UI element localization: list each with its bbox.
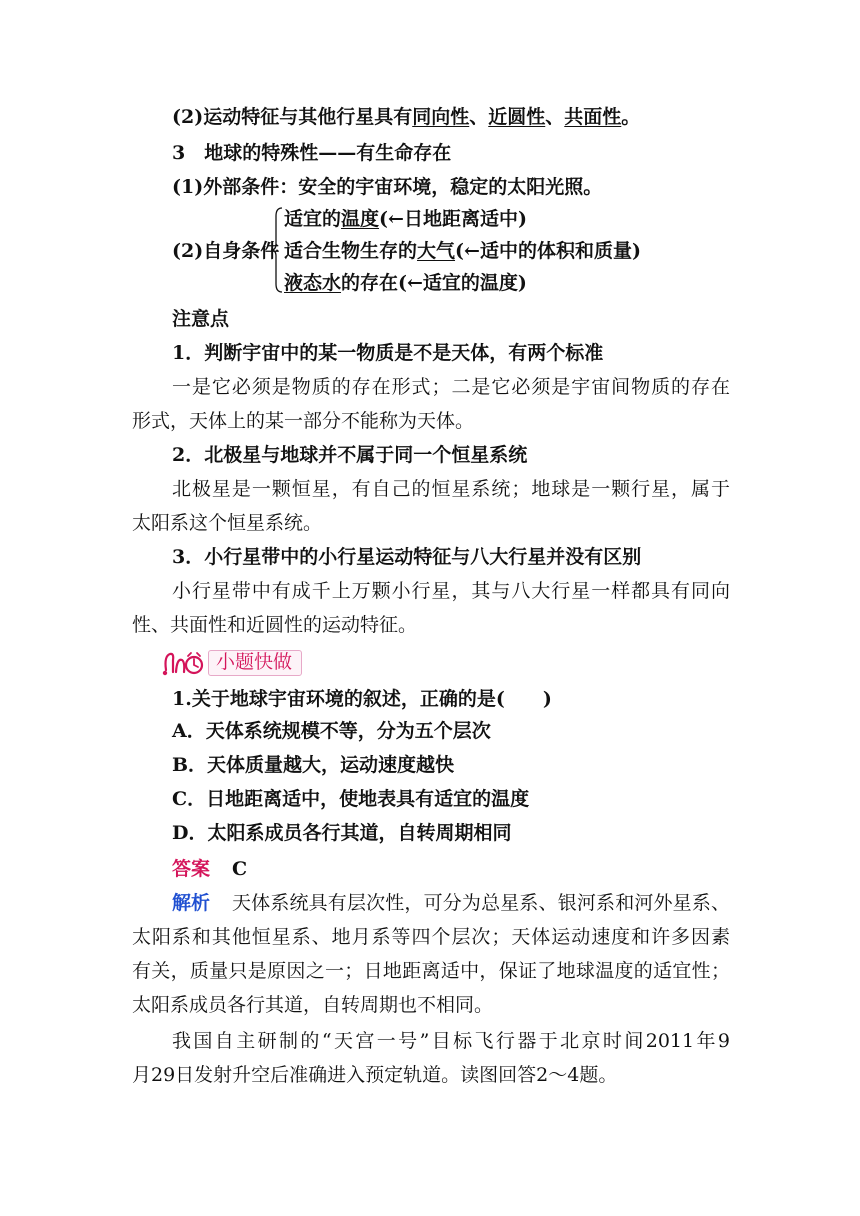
quiz-badge xyxy=(160,648,302,678)
badge-label: 小题快做 xyxy=(216,651,293,673)
analysis-line-2: 太阳系和其他恒星系、地月系等四个层次；天体运动速度和许多因素 xyxy=(132,926,730,948)
internal-item-water: 液态水的存在(←适宜的温度) xyxy=(284,272,527,294)
note-2-body: 北极星是一颗恒星，有自己的恒星系统；地球是一颗行星，属于 xyxy=(172,478,730,500)
external-conditions: (1)外部条件：安全的宇宙环境，稳定的太阳光照。 xyxy=(172,176,603,198)
note-2-heading: 2．北极星与地球并不属于同一个恒星系统 xyxy=(172,444,528,466)
analysis-label: 解析 xyxy=(172,892,211,914)
analysis-line-1: 天体系统具有层次性，可分为总星系、银河系和河外星系、 xyxy=(232,892,730,914)
note-1-heading: 1．判断宇宙中的某一物质是不是天体，有两个标准 xyxy=(172,342,604,364)
brace-icon xyxy=(270,206,284,294)
intro-line-2: 月29日发射升空后准确进入预定轨道。读图回答2～4题。 xyxy=(132,1064,618,1086)
note-3-body: 小行星带中有成千上万颗小行星，其与八大行星一样都具有同向 xyxy=(172,580,730,602)
answer-label: 答案 xyxy=(172,858,211,880)
note-2-body-cont: 太阳系这个恒星系统。 xyxy=(132,512,323,534)
motion-line: (2)运动特征与其他行星具有同向性、近圆性、共面性。 xyxy=(172,106,641,128)
option-d: D．太阳系成员各行其道，自转周期相同 xyxy=(172,822,512,844)
logo-mark-icon xyxy=(160,648,208,678)
note-3-heading: 3．小行星带中的小行星运动特征与八大行星并没有区别 xyxy=(172,546,642,568)
notes-title: 注意点 xyxy=(172,308,230,330)
option-c: C．日地距离适中，使地表具有适宜的温度 xyxy=(172,788,530,810)
internal-item-atmosphere: 适合生物生存的大气(←适中的体积和质量) xyxy=(284,240,641,262)
note-3-body-cont: 性、共面性和近圆性的运动特征。 xyxy=(132,614,418,636)
option-b: B．天体质量越大，运动速度越快 xyxy=(172,754,455,776)
internal-item-temperature: 适宜的温度(←日地距离适中) xyxy=(284,208,527,230)
analysis-line-3: 有关，质量只是原因之一；日地距离适中，保证了地球温度的适宜性； xyxy=(132,960,730,982)
option-a: A．天体系统规模不等，分为五个层次 xyxy=(172,720,491,742)
note-1-body-cont: 形式，天体上的某一部分不能称为天体。 xyxy=(132,410,475,432)
internal-label: (2)自身条件 xyxy=(172,240,280,262)
answer-value: C xyxy=(232,858,248,880)
analysis-line-4: 太阳系成员各行其道，自转周期也不相同。 xyxy=(132,994,494,1016)
intro-line-1: 我国自主研制的“天宫一号”目标飞行器于北京时间2011年9 xyxy=(172,1030,730,1052)
heading-3: 3 地球的特殊性——有生命存在 xyxy=(172,142,452,164)
question-1: 1.关于地球宇宙环境的叙述，正确的是( ) xyxy=(172,688,552,710)
note-1-body: 一是它必须是物质的存在形式；二是它必须是宇宙间物质的存在 xyxy=(172,376,730,398)
answer-line xyxy=(172,856,247,882)
